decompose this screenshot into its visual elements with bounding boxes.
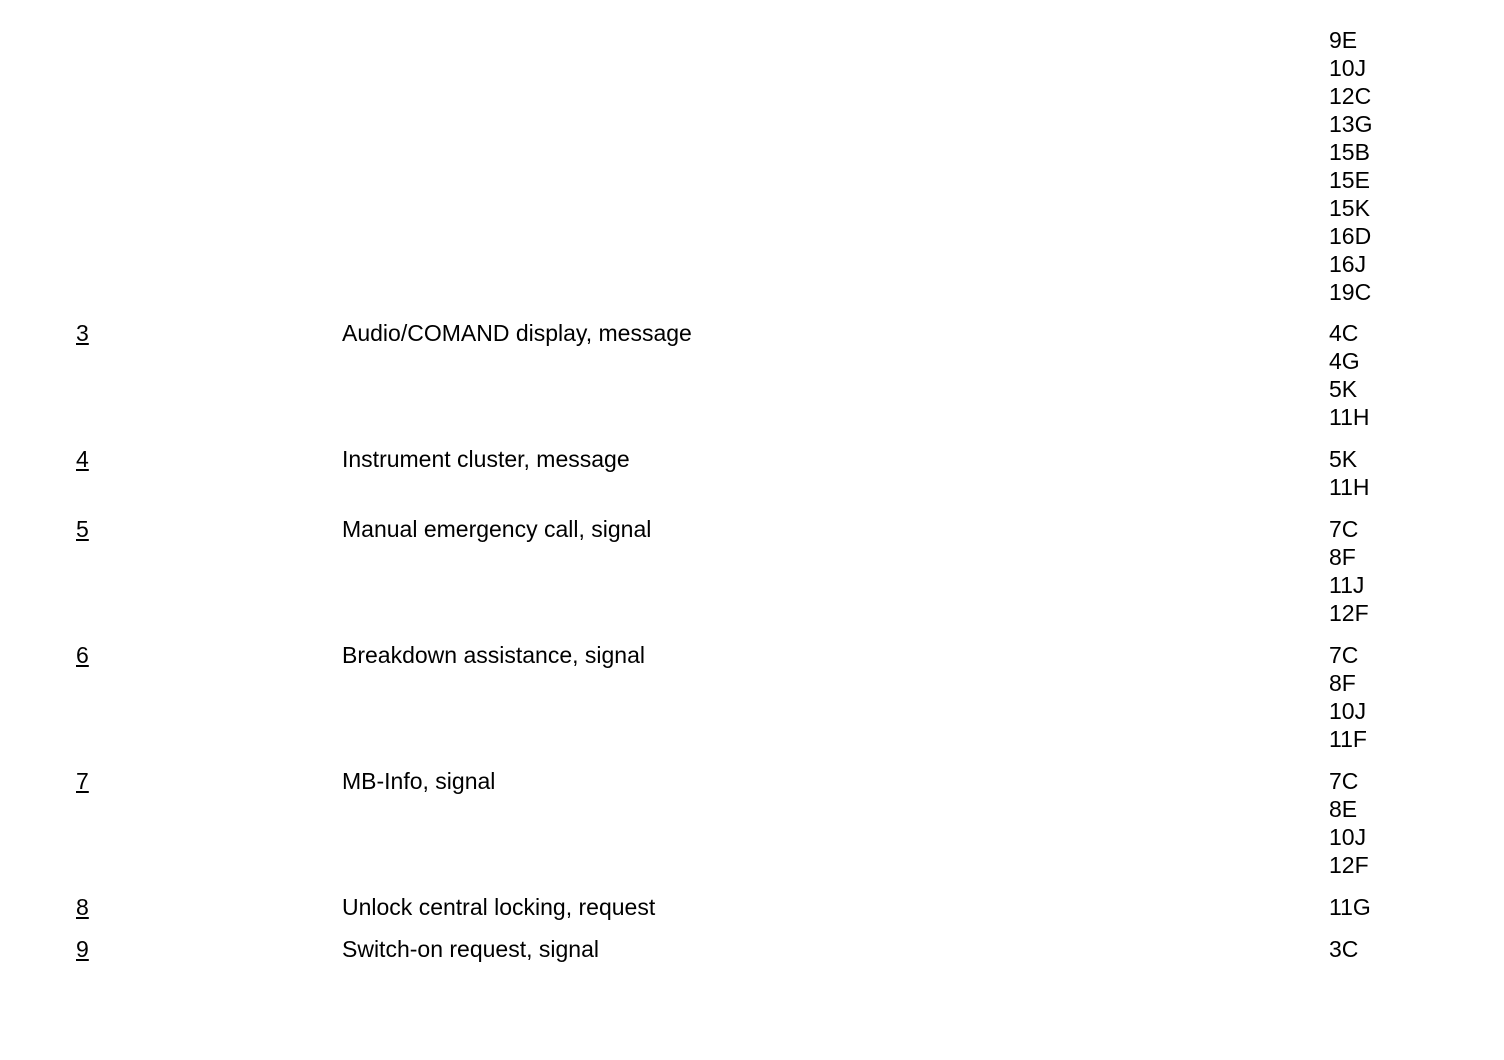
row-code-list bbox=[1329, 935, 1504, 963]
location-code: 12C bbox=[1329, 83, 1372, 109]
location-code: 15K bbox=[1329, 195, 1370, 221]
location-code: 19C bbox=[1329, 279, 1372, 305]
location-code: 4C bbox=[1329, 320, 1359, 346]
row-code-list bbox=[1329, 641, 1504, 753]
location-code: 12F bbox=[1329, 852, 1369, 878]
location-code: 11H bbox=[1329, 404, 1370, 430]
row-number-link[interactable]: 7 bbox=[76, 768, 89, 794]
location-code: 8F bbox=[1329, 544, 1356, 570]
row-number bbox=[76, 641, 89, 669]
row-description: Breakdown assistance, signal bbox=[342, 642, 645, 668]
row-number-link[interactable]: 6 bbox=[76, 642, 89, 668]
location-code: 15B bbox=[1329, 139, 1370, 165]
row-description: Manual emergency call, signal bbox=[342, 516, 652, 542]
location-code: 16J bbox=[1329, 251, 1367, 277]
row-description: Audio/COMAND display, message bbox=[342, 320, 692, 346]
location-code: 4G bbox=[1329, 348, 1360, 374]
row-code-list bbox=[1329, 445, 1504, 501]
row-number-link[interactable]: 5 bbox=[76, 516, 89, 542]
table-row bbox=[0, 515, 1504, 627]
row-code-list bbox=[1329, 319, 1504, 431]
row-number bbox=[76, 515, 89, 543]
row-number-link[interactable]: 9 bbox=[76, 936, 89, 962]
row-description: Unlock central locking, request bbox=[342, 894, 656, 920]
row-number bbox=[76, 893, 89, 921]
location-code: 13G bbox=[1329, 111, 1373, 137]
row-code-list bbox=[1329, 767, 1504, 879]
location-code: 5K bbox=[1329, 376, 1358, 402]
location-code: 11H bbox=[1329, 474, 1370, 500]
continuation-code-list bbox=[1329, 26, 1372, 306]
location-code: 8F bbox=[1329, 670, 1356, 696]
location-code: 10J bbox=[1329, 824, 1367, 850]
row-number-link[interactable]: 3 bbox=[76, 320, 89, 346]
location-code: 7C bbox=[1329, 768, 1359, 794]
table-row bbox=[0, 893, 1504, 921]
location-code: 16D bbox=[1329, 223, 1372, 249]
row-number bbox=[76, 319, 89, 347]
table-row bbox=[0, 935, 1504, 963]
row-number-link[interactable]: 8 bbox=[76, 894, 89, 920]
table-row bbox=[0, 319, 1504, 431]
row-number bbox=[76, 445, 89, 473]
row-number-link[interactable]: 4 bbox=[76, 446, 89, 472]
table-row bbox=[0, 445, 1504, 501]
row-number bbox=[76, 935, 89, 963]
row-number bbox=[76, 767, 89, 795]
location-code: 10J bbox=[1329, 698, 1367, 724]
location-code: 7C bbox=[1329, 642, 1359, 668]
location-code: 5K bbox=[1329, 446, 1358, 472]
location-code: 11J bbox=[1329, 572, 1365, 598]
table-row bbox=[0, 767, 1504, 879]
location-code: 12F bbox=[1329, 600, 1369, 626]
location-code: 10J bbox=[1329, 55, 1367, 81]
location-code: 11G bbox=[1329, 894, 1371, 920]
location-code: 3C bbox=[1329, 936, 1359, 962]
row-description: MB-Info, signal bbox=[342, 768, 496, 794]
row-description: Switch-on request, signal bbox=[342, 936, 599, 962]
row-description: Instrument cluster, message bbox=[342, 446, 630, 472]
row-code-list bbox=[1329, 515, 1504, 627]
location-code: 7C bbox=[1329, 516, 1359, 542]
location-code: 8E bbox=[1329, 796, 1358, 822]
row-code-list bbox=[1329, 893, 1504, 921]
location-code: 15E bbox=[1329, 167, 1370, 193]
signal-table bbox=[0, 319, 1504, 977]
location-code: 9E bbox=[1329, 27, 1358, 53]
table-row bbox=[0, 641, 1504, 753]
location-code: 11F bbox=[1329, 726, 1367, 752]
